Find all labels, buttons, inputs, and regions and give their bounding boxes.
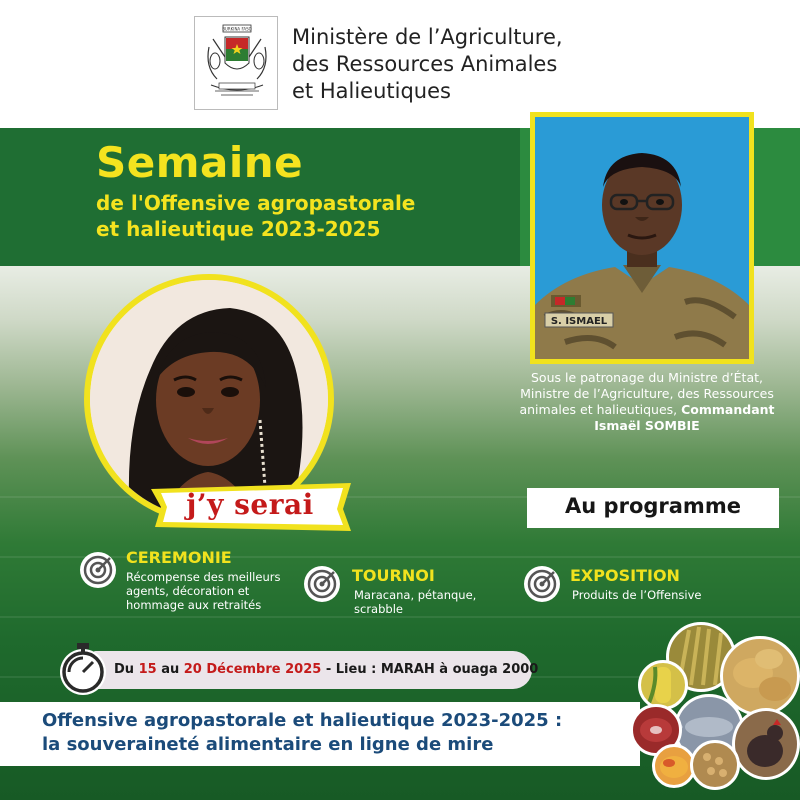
ceremonie-desc-2: agents, décoration et — [126, 584, 250, 598]
ceremonie-desc-3: hommage aux retraités — [126, 598, 262, 612]
date-start-day: 15 — [138, 662, 157, 677]
jy-serai-label: j’y serai — [186, 488, 314, 521]
date-au: au — [161, 662, 180, 677]
target-icon — [78, 550, 118, 590]
programme-item-ceremonie-title: CEREMONIE — [126, 548, 232, 567]
stopwatch-icon — [55, 638, 115, 698]
bottom-slogan — [42, 709, 632, 757]
caption-minister-name: Ismaël SOMBIE — [594, 418, 700, 433]
exposition-desc-1: Produits de l’Offensive — [572, 588, 702, 602]
programme-item-exposition-desc — [572, 588, 701, 602]
caption-line-3-normal: animales et halieutiques, — [519, 402, 678, 417]
ministry-title — [292, 24, 622, 105]
programme-item-exposition-title: EXPOSITION — [570, 566, 680, 585]
tournoi-desc-2: scrabble — [354, 602, 403, 616]
slogan-line-1: Offensive agropastorale et halieutique 2023-2025 : — [42, 710, 563, 731]
event-subtitle — [96, 190, 415, 242]
target-icon — [522, 564, 562, 604]
date-end: 20 Décembre 2025 — [183, 662, 322, 677]
caption-line-3 — [497, 402, 797, 418]
caption-line-2: Ministre de l’Agriculture, des Ressources — [520, 386, 774, 401]
programme-item-ceremonie-desc — [126, 570, 280, 612]
event-subtitle-line-2: et halieutique 2023-2025 — [96, 217, 381, 241]
event-subtitle-line-1: de l'Offensive agropastorale — [96, 191, 416, 215]
header — [0, 0, 800, 130]
date-du: Du — [114, 662, 135, 677]
target-icon — [302, 564, 342, 604]
coat-of-arms-logo — [194, 16, 278, 110]
caption-line-3-bold: Commandant — [681, 402, 775, 417]
event-title: Semaine — [96, 138, 304, 187]
date-location: - Lieu : MARAH à ouaga 2000 — [325, 662, 539, 677]
minister-name-tag: S. ISMAEL — [550, 316, 608, 327]
ministry-line-3: et Halieutiques — [292, 79, 451, 103]
caption-line-4 — [497, 418, 797, 434]
tournoi-desc-1: Maracana, pétanque, — [354, 588, 477, 602]
produce-poultry-image — [732, 708, 800, 780]
event-date-text — [114, 662, 539, 677]
caption-line-1: Sous le patronage du Ministre d’État, — [531, 370, 763, 385]
produce-corn-image — [638, 660, 688, 710]
minister-photo — [530, 112, 754, 364]
ministry-line-2: des Ressources Animales — [292, 52, 558, 76]
programme-heading: Au programme — [565, 494, 741, 518]
ceremonie-desc-1: Récompense des meilleurs — [126, 570, 281, 584]
produce-beans-image — [690, 740, 740, 790]
programme-item-tournoi-desc — [354, 588, 476, 616]
slogan-line-2: la souveraineté alimentaire en ligne de mire — [42, 734, 494, 755]
programme-item-tournoi-title: TOURNOI — [352, 566, 435, 585]
svg-text:BURKINA FASO: BURKINA FASO — [222, 26, 252, 32]
ministry-line-1: Ministère de l’Agriculture, — [292, 25, 563, 49]
minister-caption — [497, 370, 797, 434]
